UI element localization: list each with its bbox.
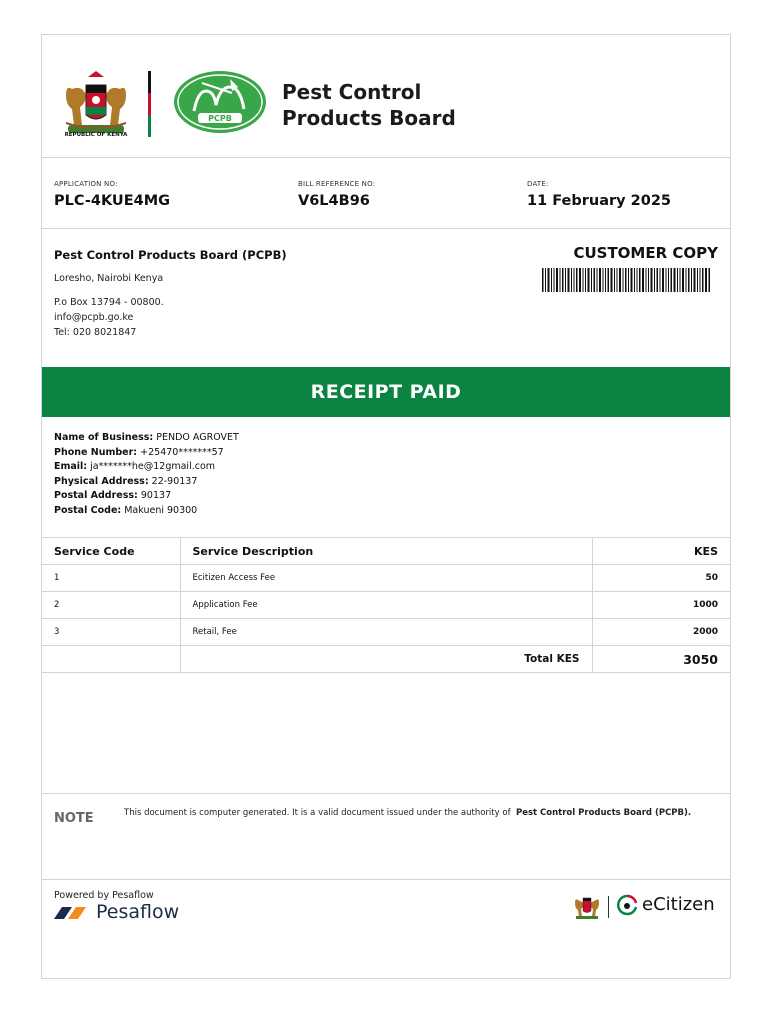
email-label: Email: bbox=[54, 461, 88, 472]
note-title: NOTE bbox=[54, 811, 94, 826]
table-row bbox=[42, 565, 730, 592]
phone-number-value: +25470*******57 bbox=[140, 446, 224, 458]
column-header-kes: KES bbox=[592, 538, 730, 565]
application-number-label: APPLICATION NO: bbox=[54, 180, 118, 188]
pcpb-logo-text: PCPB bbox=[208, 114, 232, 123]
bill-reference bbox=[298, 180, 375, 209]
issuer-location: Loresho, Nairobi Kenya bbox=[54, 273, 164, 284]
postal-address-row bbox=[54, 489, 239, 504]
service-code-cell: 3 bbox=[42, 619, 180, 646]
customer-details bbox=[54, 431, 239, 518]
ecitizen-name: eCitizen bbox=[642, 894, 715, 915]
email-row bbox=[54, 460, 239, 475]
receipt-date bbox=[527, 180, 671, 209]
pesaflow-logo-icon bbox=[54, 905, 86, 919]
note-body: This document is computer generated. It is a valid document issued under the authority of bbox=[124, 808, 511, 818]
issuer-po-box: P.o Box 13794 - 00800. bbox=[54, 297, 164, 308]
service-description-cell: Retail, Fee bbox=[180, 619, 592, 646]
amount-cell: 1000 bbox=[592, 592, 730, 619]
receipt-page bbox=[41, 34, 731, 979]
issuer-info bbox=[42, 228, 730, 367]
issuer-name: Pest Control Products Board (PCPB) bbox=[54, 248, 287, 262]
coat-caption: REPUBLIC OF KENYA bbox=[64, 132, 128, 138]
column-header-service-code: Service Code bbox=[42, 538, 180, 565]
service-description-cell: Ecitizen Access Fee bbox=[180, 565, 592, 592]
postal-code-label: Postal Code: bbox=[54, 504, 122, 516]
postal-code-row bbox=[54, 504, 239, 519]
ecitizen-logo-icon bbox=[616, 894, 638, 918]
brand-line-1: Pest Control bbox=[282, 80, 422, 104]
brand-name bbox=[282, 79, 456, 131]
phone-number-label: Phone Number: bbox=[54, 446, 138, 458]
service-description-cell: Application Fee bbox=[180, 592, 592, 619]
business-name-row bbox=[54, 431, 239, 446]
customer-copy-label: CUSTOMER COPY bbox=[573, 244, 718, 262]
date-value: 11 February 2025 bbox=[527, 193, 672, 209]
postal-address-value: 90137 bbox=[140, 490, 172, 501]
phone-number-row bbox=[54, 446, 239, 461]
amount-cell: 2000 bbox=[592, 619, 730, 646]
note-authority: Pest Control Products Board (PCPB). bbox=[515, 808, 692, 818]
ecitizen-coat-of-arms-icon bbox=[572, 892, 602, 922]
business-name-label: Name of Business: bbox=[54, 432, 154, 443]
receipt-footer bbox=[42, 879, 730, 979]
postal-address-label: Postal Address: bbox=[54, 490, 138, 501]
table-row bbox=[42, 592, 730, 619]
note-text bbox=[124, 806, 714, 821]
services-table bbox=[42, 537, 730, 673]
flag-divider bbox=[148, 71, 151, 137]
receipt-meta bbox=[42, 157, 730, 228]
email-value: ja*******he@12gmail.com bbox=[90, 461, 216, 472]
footer-divider bbox=[608, 896, 609, 918]
service-code-cell: 2 bbox=[42, 592, 180, 619]
application-number bbox=[54, 180, 170, 209]
note-section bbox=[42, 793, 730, 879]
table-row bbox=[42, 619, 730, 646]
powered-by-text: Powered by Pesaflow bbox=[54, 890, 154, 901]
receipt-paid-banner: RECEIPT PAID bbox=[42, 367, 730, 417]
pesaflow-name: Pesaflow bbox=[96, 901, 180, 923]
date-label: DATE: bbox=[527, 180, 549, 188]
physical-address-value: 22-90137 bbox=[151, 475, 198, 487]
service-code-cell: 1 bbox=[42, 565, 180, 592]
business-name-value: PENDO AGROVET bbox=[156, 432, 239, 443]
issuer-tel: Tel: 020 8021847 bbox=[54, 327, 137, 338]
bill-reference-label: BILL REFERENCE NO: bbox=[298, 180, 376, 188]
bill-reference-value: V6L4B96 bbox=[298, 193, 370, 209]
column-header-service-description: Service Description bbox=[180, 538, 592, 565]
table-header-row bbox=[42, 538, 730, 565]
physical-address-label: Physical Address: bbox=[54, 475, 149, 487]
total-label: Total KES bbox=[180, 646, 592, 673]
amount-cell: 50 bbox=[592, 565, 730, 592]
kenya-coat-of-arms-icon bbox=[58, 67, 134, 141]
pcpb-logo-icon bbox=[172, 69, 268, 135]
issuer-email: info@pcpb.go.ke bbox=[54, 312, 134, 323]
brand-line-2: Products Board bbox=[282, 106, 456, 130]
physical-address-row bbox=[54, 475, 239, 490]
receipt-header bbox=[42, 35, 730, 157]
application-number-value: PLC-4KUE4MG bbox=[54, 193, 171, 209]
total-row bbox=[42, 646, 730, 673]
barcode-icon bbox=[542, 268, 710, 292]
total-amount: 3050 bbox=[592, 646, 730, 673]
postal-code-value: Makueni 90300 bbox=[124, 504, 198, 516]
total-empty-cell bbox=[42, 646, 180, 673]
